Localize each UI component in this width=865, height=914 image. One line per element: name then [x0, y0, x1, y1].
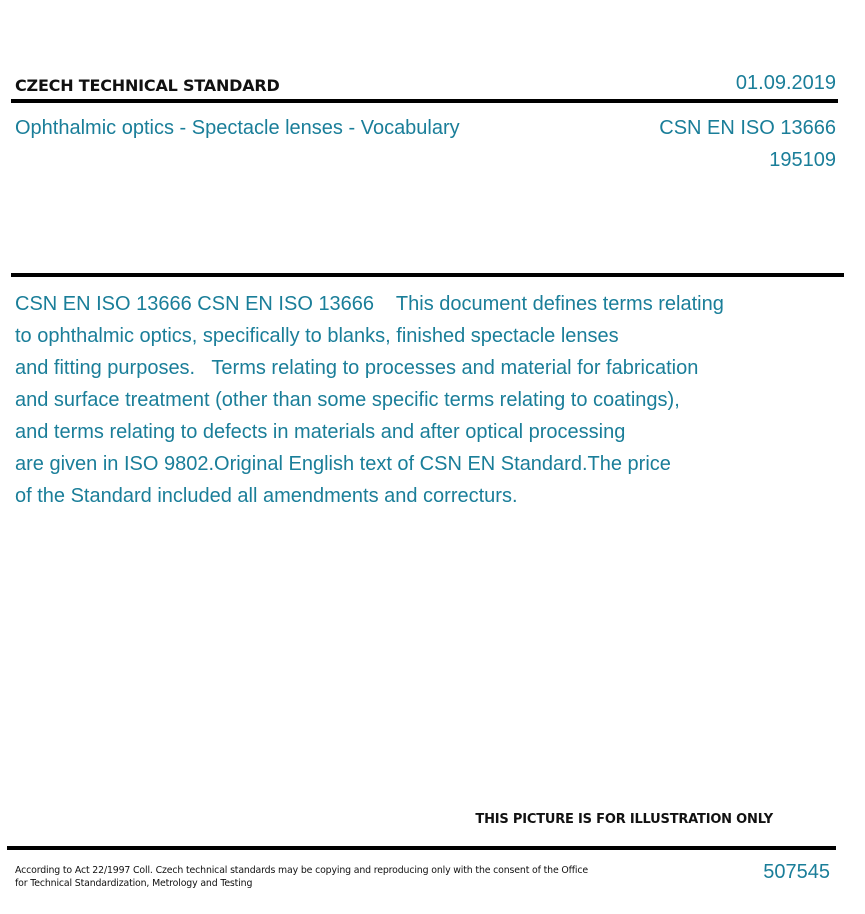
- abstract-line: CSN EN ISO 13666 CSN EN ISO 13666 This document defines terms relating: [15, 293, 724, 315]
- abstract-line: and terms relating to defects in materials and after optical processing: [15, 421, 626, 443]
- legal-notice: [15, 864, 588, 890]
- legal-notice-line: According to Act 22/1997 Coll. Czech technical standards may be copying and reproducing only with the consent of the Office: [15, 865, 588, 876]
- classification-number: 195109: [769, 149, 836, 171]
- document-title: Ophthalmic optics - Spectacle lenses - Vocabulary: [15, 117, 460, 139]
- footer-divider: [7, 846, 836, 850]
- section-divider: [11, 273, 844, 277]
- abstract-line: to ophthalmic optics, specifically to blanks, finished spectacle lenses: [15, 325, 619, 347]
- standard-label: CZECH TECHNICAL STANDARD: [15, 76, 280, 95]
- legal-notice-line: for Technical Standardization, Metrology and Testing: [15, 878, 253, 889]
- abstract-line: and fitting purposes. Terms relating to processes and material for fabrication: [15, 357, 699, 379]
- document-number: 507545: [763, 861, 830, 883]
- abstract-line: of the Standard included all amendments and correcturs.: [15, 485, 518, 507]
- abstract-text: [15, 288, 805, 512]
- abstract-line: are given in ISO 9802.Original English text of CSN EN Standard.The price: [15, 453, 671, 475]
- publication-date: 01.09.2019: [735, 72, 836, 94]
- illustration-disclaimer: THIS PICTURE IS FOR ILLUSTRATION ONLY: [475, 812, 773, 827]
- header-divider: [11, 99, 838, 103]
- standard-code: CSN EN ISO 13666: [659, 117, 836, 139]
- abstract-line: and surface treatment (other than some specific terms relating to coatings),: [15, 389, 680, 411]
